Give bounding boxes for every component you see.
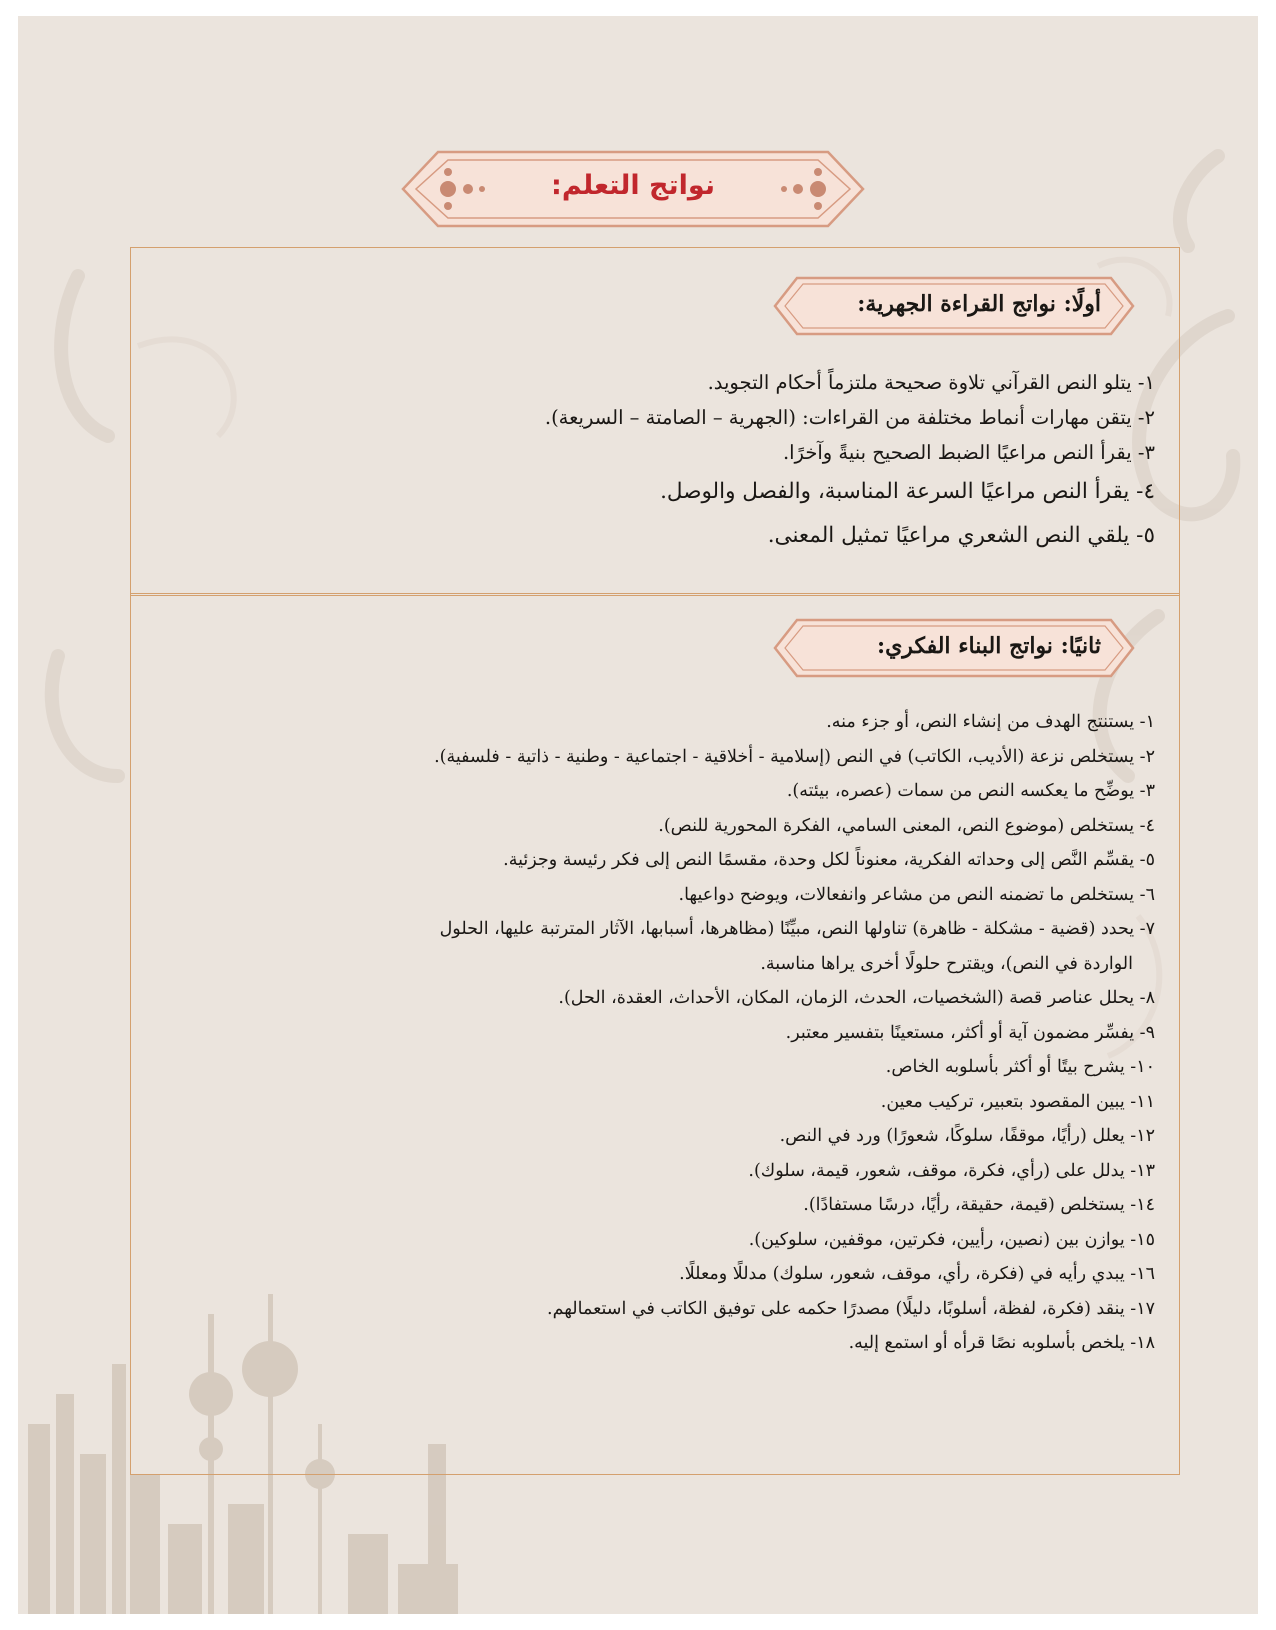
intellectual-outcomes-list [149, 705, 1155, 1361]
page [18, 16, 1258, 1614]
list-item: ٥- يلقي النص الشعري مراعيًا تمثيل المعنى. [767, 523, 1155, 548]
intellectual-outcomes-box [130, 593, 1180, 1475]
list-item: ٢- يستخلص نزعة (الأديب، الكاتب) في النص (إسلامية - أخلاقية - اجتماعية - وطنية - ذاتية - فلسفية). [434, 746, 1155, 767]
list-item: ٨- يحلل عناصر قصة (الشخصيات، الحدث، الزمان، المكان، الأحداث، العقدة، الحل). [558, 988, 1155, 1008]
list-item: ١٨- يلخص بأسلوبه نصًا قرأه أو استمع إليه. [848, 1333, 1155, 1353]
list-item: ١١- يبين المقصود بتعبير، تركيب معين. [880, 1091, 1155, 1112]
list-item: ١٦- يبدي رأيه في (فكرة، رأي، موقف، شعور، سلوك) مدللًا ومعللًا. [679, 1264, 1155, 1284]
list-item: ١٣- يدلل على (رأي، فكرة، موقف، شعور، قيمة، سلوك). [748, 1160, 1155, 1181]
list-item: ١٢- يعلل (رأيًا، موقفًا، سلوكًا، شعورًا) ورد في النص. [779, 1126, 1155, 1146]
section-heading: أولًا: نواتج القراءة الجهرية: [857, 291, 1101, 317]
list-item: ٧- يحدد (قضية - مشكلة - ظاهرة) تناولها النص، مبيِّنًا (مظاهرها، أسبابها، الآثار المترتبة عليها، الحلول [439, 919, 1155, 939]
list-item: ١٤- يستخلص (قيمة، حقيقة، رأيًا، درسًا مستفادًا). [803, 1195, 1155, 1215]
list-item: ٣- يوضِّح ما يعكسه النص من سمات (عصره، بيئته). [786, 781, 1155, 801]
list-item: ١- يستنتج الهدف من إنشاء النص، أو جزء منه. [826, 712, 1155, 732]
list-item: ٤- يستخلص (موضوع النص، المعنى السامي، الفكرة المحورية للنص). [658, 815, 1155, 836]
section-heading: ثانيًا: نواتج البناء الفكري: [876, 633, 1101, 659]
list-item: ١٠- يشرح بيتًا أو أكثر بأسلوبه الخاص. [885, 1057, 1155, 1077]
page-title: نواتج التعلم: [551, 170, 715, 201]
list-item: ٩- يفسِّر مضمون آية أو أكثر، مستعينًا بتفسير معتبر. [785, 1022, 1155, 1043]
list-item: ٣- يقرأ النص مراعيًا الضبط الصحيح بنيةً وآخرًا. [782, 441, 1155, 464]
list-item: ٥- يقسِّم النَّص إلى وحداته الفكرية، معنوناً لكل وحدة، مقسمًا النص إلى فكر رئيسة وجزئية. [503, 850, 1155, 870]
reading-outcomes-list [149, 365, 1155, 558]
list-item: ١٧- ينقد (فكرة، لفظة، أسلوبًا، دليلًا) مصدرًا حكمه على توفيق الكاتب في استعمالهم. [547, 1298, 1155, 1319]
reading-outcomes-box [130, 247, 1180, 596]
list-item: ٤- يقرأ النص مراعيًا السرعة المناسبة، والفصل والوصل. [660, 479, 1155, 504]
title-plaque [398, 134, 868, 244]
list-item-continuation: الواردة في النص)، ويقترح حلولًا أخرى يراها مناسبة. [760, 953, 1133, 974]
section-heading-plaque [769, 272, 1139, 340]
list-item: ٢- يتقن مهارات أنماط مختلفة من القراءات: (الجهرية – الصامتة – السريعة). [544, 406, 1155, 429]
list-item: ١- يتلو النص القرآني تلاوة صحيحة ملتزماً أحكام التجويد. [707, 371, 1155, 394]
list-item: ١٥- يوازن بين (نصين، رأيين، فكرتين، موقفين، سلوكين). [748, 1229, 1155, 1250]
section-heading-plaque [769, 614, 1139, 682]
list-item: ٦- يستخلص ما تضمنه النص من مشاعر وانفعالات، ويوضح دواعيها. [678, 884, 1155, 905]
